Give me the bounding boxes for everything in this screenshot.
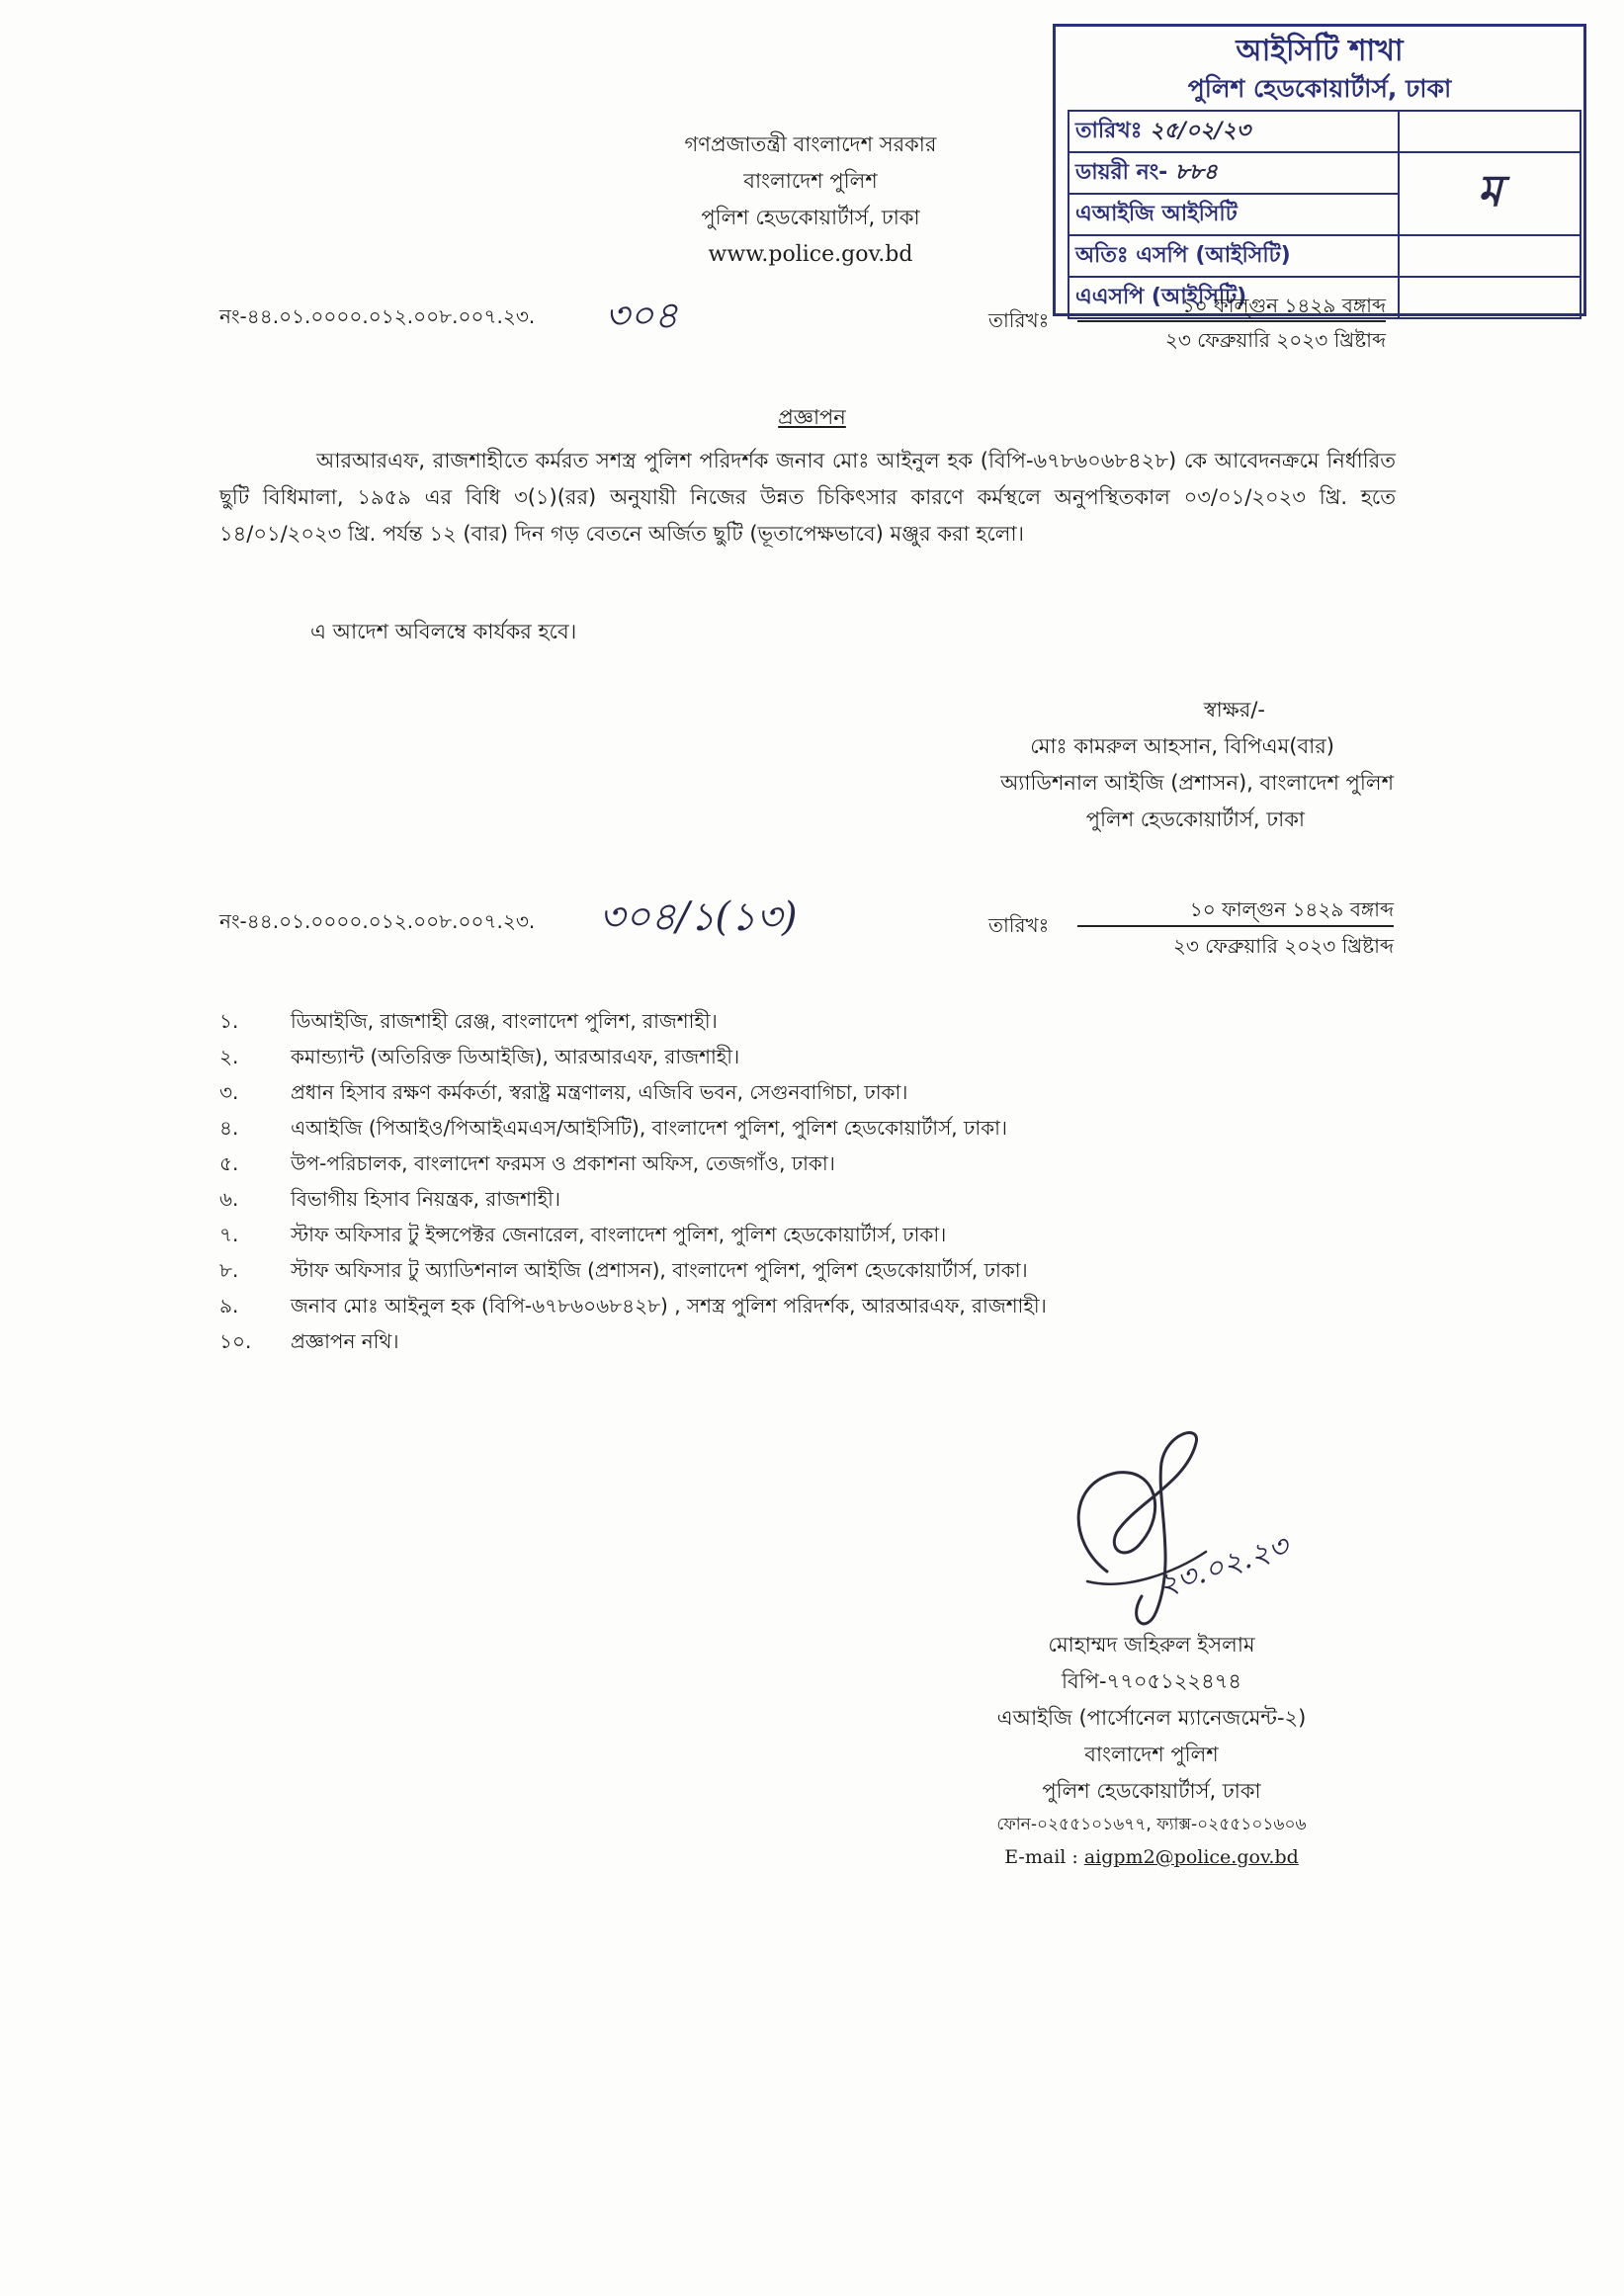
- letterhead: [514, 127, 1107, 273]
- letterhead-government: গণপ্রজাতন্ত্রী বাংলাদেশ সরকার: [684, 132, 937, 156]
- distribution-list: [219, 1003, 1047, 1359]
- receipt-stamp: [1053, 24, 1586, 316]
- signatory-office: পুলিশ হেডকোয়ার্টার্স, ঢাকা: [1085, 808, 1305, 831]
- stamp-subtitle: পুলিশ হেডকোয়ার্টার্স, ঢাকা: [1187, 74, 1452, 103]
- email-label: E-mail :: [1004, 1846, 1084, 1868]
- letterhead-website[interactable]: www.police.gov.bd: [708, 242, 913, 267]
- list-item: ৯. জনাব মোঃ আইনুল হক (বিপি-৬৭৮৬০৬৮৪২৮) , সশস্ত্র পুলিশ পরিদর্শক, আরআরএফ, রাজশাহী।: [219, 1294, 1047, 1318]
- stamp-label: এএসপি (আইসিটি): [1075, 284, 1247, 309]
- signatory-block: [890, 1627, 1413, 1876]
- date-english: ২৩ ফেব্রুয়ারি ২০২৩ খ্রিষ্টাব্দ: [1077, 925, 1394, 963]
- notice-title: প্রজ্ঞাপন: [778, 405, 846, 429]
- stamp-row: [1068, 111, 1581, 152]
- date-block: [1077, 291, 1386, 356]
- stamp-value: ৮৮৪: [1175, 158, 1218, 185]
- list-item: ৫. উপ-পরিচালক, বাংলাদেশ ফরমস ও প্রকাশনা অফিস, তেজগাঁও, ঢাকা।: [219, 1151, 835, 1175]
- stamp-row: [1068, 152, 1581, 194]
- stamp-initial: ম: [1477, 165, 1502, 216]
- list-item: ৭. স্টাফ অফিসার টু ইন্সপেক্টর জেনারেল, বাংলাদেশ পুলিশ, পুলিশ হেডকোয়ার্টার্স, ঢাকা।: [219, 1223, 947, 1246]
- memo-handwritten-number: ৩০৪: [605, 294, 679, 337]
- signatory-block: [929, 692, 1394, 838]
- memo-number: নং-৪৪.০১.০০০০.০১২.০০৮.০০৭.২৩.: [219, 304, 536, 328]
- signatory-org: বাংলাদেশ পুলিশ: [1084, 1743, 1219, 1766]
- list-item: ১. ডিআইজি, রাজশাহী রেঞ্জ, বাংলাদেশ পুলিশ, রাজশাহী।: [219, 1009, 718, 1033]
- notice-body: আরআরএফ, রাজশাহীতে কর্মরত সশস্ত্র পুলিশ পরিদর্শক জনাব মোঃ আইনুল হক (বিপি-৬৭৮৬০৬৮৪২৮) কে আবেদনক্রমে নির্ধারিত ছুটি বিধিমালা, ১৯৫৯ এর বিধি ৩(১)(রর) অনুযায়ী নিজের উন্নত চিকিৎসার কারণে কর্মস্থলে অনুপস্থিতকাল ০৩/০১/২০২৩ খ্রি. হতে ১৪/০১/২০২৩ খ্রি. পর্যন্ত ১২ (বার) দিন গড় বেতনে অর্জিত ছুটি (ভূতাপেক্ষভাবে) মঞ্জুর করা হলো।: [219, 449, 1396, 546]
- list-item: ৮. স্টাফ অফিসার টু অ্যাডিশনাল আইজি (প্রশাসন), বাংলাদেশ পুলিশ, পুলিশ হেডকোয়ার্টার্স, ঢাকা।: [219, 1258, 1028, 1282]
- signatory-designation: এআইজি (পার্সোনেল ম্যানেজমেন্ট-২): [996, 1706, 1307, 1730]
- list-item: ৩. প্রধান হিসাব রক্ষণ কর্মকর্তা, স্বরাষ্ট্র মন্ত্রণালয়, এজিবি ভবন, সেগুনবাগিচা, ঢাকা।: [219, 1080, 908, 1104]
- signatory-name: মোহাম্মদ জহিরুল ইসলাম: [1048, 1633, 1255, 1657]
- signatory-designation: অ্যাডিশনাল আইজি (প্রশাসন), বাংলাদেশ পুলিশ: [1000, 771, 1394, 795]
- letterhead-police: বাংলাদেশ পুলিশ: [743, 169, 878, 193]
- letterhead-office: পুলিশ হেডকোয়ার্টার্স, ঢাকা: [701, 206, 920, 229]
- stamp-table: [1068, 110, 1581, 319]
- date-english: ২৩ ফেব্রুয়ারি ২০২৩ খ্রিষ্টাব্দ: [1077, 320, 1386, 356]
- signatory-office: পুলিশ হেডকোয়ার্টার্স, ঢাকা: [1042, 1779, 1261, 1803]
- list-item: ১০. প্রজ্ঞাপন নথি।: [219, 1329, 399, 1353]
- date-label: তারিখঃ: [988, 308, 1050, 332]
- email-link[interactable]: aigpm2@police.gov.bd: [1083, 1846, 1299, 1868]
- memo-number: নং-৪৪.০১.০০০০.০১২.০০৮.০০৭.২৩.: [219, 909, 536, 933]
- date-bangla: ১০ ফাল্গুন ১৪২৯ বঙ্গাব্দ: [1181, 294, 1386, 317]
- signatory-email-line: [890, 1839, 1413, 1876]
- stamp-label: অতিঃ এসপি (আইসিটি): [1075, 242, 1291, 268]
- date-label: তারিখঃ: [988, 913, 1050, 937]
- date-bangla: ১০ ফাল্গুন ১৪২৯ বঙ্গাব্দ: [1189, 897, 1394, 921]
- notice-closing: এ আদেশ অবিলম্বে কার্যকর হবে।: [310, 620, 577, 643]
- signatory-bp-number: বিপি-৭৭০৫১২২৪৭৪: [1062, 1669, 1241, 1693]
- signature-date: ২৩.০২.২৩: [1154, 1528, 1293, 1604]
- signature-scribble: [1048, 1423, 1384, 1651]
- memo-handwritten-number: ৩০৪/১(১৩): [599, 894, 798, 940]
- stamp-row: [1068, 235, 1581, 277]
- stamp-label: তারিখঃ: [1075, 118, 1143, 143]
- stamp-label: ডায়রী নং-: [1075, 159, 1168, 185]
- list-item: ২. কমান্ড্যান্ট (অতিরিক্ত ডিআইজি), আরআরএফ, রাজশাহী।: [219, 1045, 740, 1068]
- signatory-name: মোঃ কামরুল আহসান, বিপিএম(বার): [1030, 734, 1334, 758]
- list-item: ৬. বিভাগীয় হিসাব নিয়ন্ত্রক, রাজশাহী।: [219, 1187, 560, 1211]
- signed-mark: স্বাক্ষর/-: [1203, 698, 1265, 722]
- signatory-contact: ফোন-০২৫৫১০১৬৭৭, ফ্যাক্স-০২৫৫১০১৬০৬: [996, 1815, 1307, 1834]
- date-block: [1077, 893, 1394, 963]
- stamp-value: ২৫/০২/২৩: [1150, 117, 1251, 143]
- stamp-title: আইসিটি শাখা: [1236, 34, 1404, 68]
- list-item: ৪. এআইজি (পিআইও/পিআইএমএস/আইসিটি), বাংলাদেশ পুলিশ, পুলিশ হেডকোয়ার্টার্স, ঢাকা।: [219, 1116, 1008, 1140]
- stamp-label: এআইজি আইসিটি: [1075, 201, 1238, 226]
